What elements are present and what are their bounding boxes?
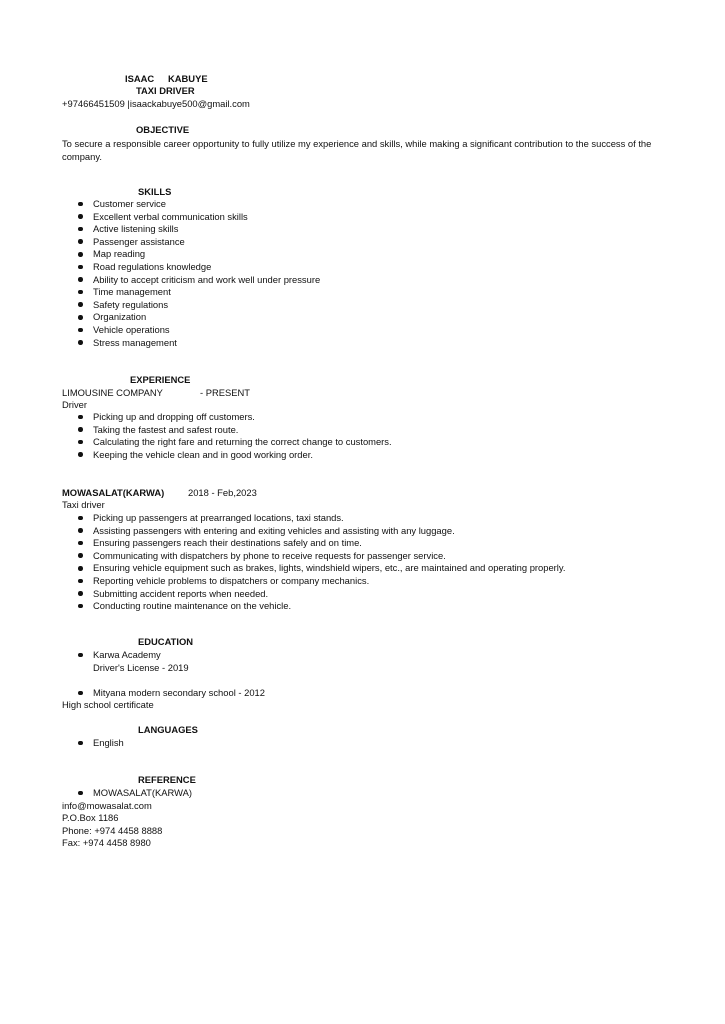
- skills-list: [78, 198, 320, 349]
- reference-po-box: P.O.Box 1186: [62, 812, 119, 823]
- objective-text: To secure a responsible career opportunity to fully utilize my experience and skills, while making a significant contribution to the success of the company.: [62, 138, 652, 162]
- job-company: MOWASALAT(KARWA): [62, 487, 165, 498]
- job-company: LIMOUSINE COMPANY: [62, 387, 163, 398]
- reference-heading: REFERENCE: [138, 774, 196, 785]
- duty-item: Taking the fastest and safest route.: [78, 424, 392, 437]
- education-list: [78, 649, 161, 662]
- reference-phone: Phone: +974 4458 8888: [62, 825, 163, 836]
- skill-item: Vehicle operations: [78, 324, 320, 337]
- job-role: Driver: [62, 399, 87, 410]
- education-list: [78, 687, 265, 700]
- duty-item: Keeping the vehicle clean and in good working order.: [78, 449, 392, 462]
- reference-list: [78, 787, 192, 800]
- duty-item: Picking up and dropping off customers.: [78, 411, 392, 424]
- education-item: Mityana modern secondary school - 2012: [78, 687, 265, 700]
- job-period: - PRESENT: [200, 387, 251, 398]
- skill-item: Active listening skills: [78, 223, 320, 236]
- education-heading: EDUCATION: [138, 636, 194, 647]
- duty-item: Ensuring passengers reach their destinations safely and on time.: [78, 537, 565, 550]
- job-period: 2018 - Feb,2023: [188, 487, 257, 498]
- language-item: English: [78, 737, 124, 750]
- job-role: Taxi driver: [62, 499, 105, 510]
- reference-name: MOWASALAT(KARWA): [78, 787, 192, 800]
- duty-item: Picking up passengers at prearranged locations, taxi stands.: [78, 512, 565, 525]
- languages-heading: LANGUAGES: [138, 724, 198, 735]
- objective-heading: OBJECTIVE: [136, 124, 190, 135]
- skill-item: Organization: [78, 311, 320, 324]
- job-duties-list: [78, 512, 565, 613]
- education-item: Karwa Academy: [78, 649, 161, 662]
- skill-item: Time management: [78, 286, 320, 299]
- skill-item: Excellent verbal communication skills: [78, 211, 320, 224]
- job-title: TAXI DRIVER: [136, 85, 195, 96]
- skill-item: Safety regulations: [78, 299, 320, 312]
- reference-email: info@mowasalat.com: [62, 800, 152, 811]
- first-name: ISAAC: [125, 73, 155, 84]
- reference-fax: Fax: +974 4458 8980: [62, 837, 151, 848]
- duty-item: Communicating with dispatchers by phone to receive requests for passenger service.: [78, 550, 565, 563]
- skill-item: Map reading: [78, 248, 320, 261]
- experience-heading: EXPERIENCE: [130, 374, 191, 385]
- last-name: KABUYE: [168, 73, 208, 84]
- skill-item: Stress management: [78, 337, 320, 350]
- skill-item: Road regulations knowledge: [78, 261, 320, 274]
- languages-list: [78, 737, 124, 750]
- education-detail: Driver's License - 2019: [93, 662, 189, 673]
- education-detail: High school certificate: [62, 699, 154, 710]
- duty-item: Submitting accident reports when needed.: [78, 588, 565, 601]
- skill-item: Customer service: [78, 198, 320, 211]
- duty-item: Assisting passengers with entering and exiting vehicles and assisting with any luggage.: [78, 525, 565, 538]
- duty-item: Ensuring vehicle equipment such as brakes, lights, windshield wipers, etc., are maintained and operating properly.: [78, 562, 565, 575]
- skill-item: Passenger assistance: [78, 236, 320, 249]
- skill-item: Ability to accept criticism and work well under pressure: [78, 274, 320, 287]
- duty-item: Calculating the right fare and returning the correct change to customers.: [78, 436, 392, 449]
- contact-line: +97466451509 |isaackabuye500@gmail.com: [62, 98, 250, 109]
- duty-item: Reporting vehicle problems to dispatchers or company mechanics.: [78, 575, 565, 588]
- job-duties-list: [78, 411, 392, 461]
- duty-item: Conducting routine maintenance on the vehicle.: [78, 600, 565, 613]
- skills-heading: SKILLS: [138, 186, 172, 197]
